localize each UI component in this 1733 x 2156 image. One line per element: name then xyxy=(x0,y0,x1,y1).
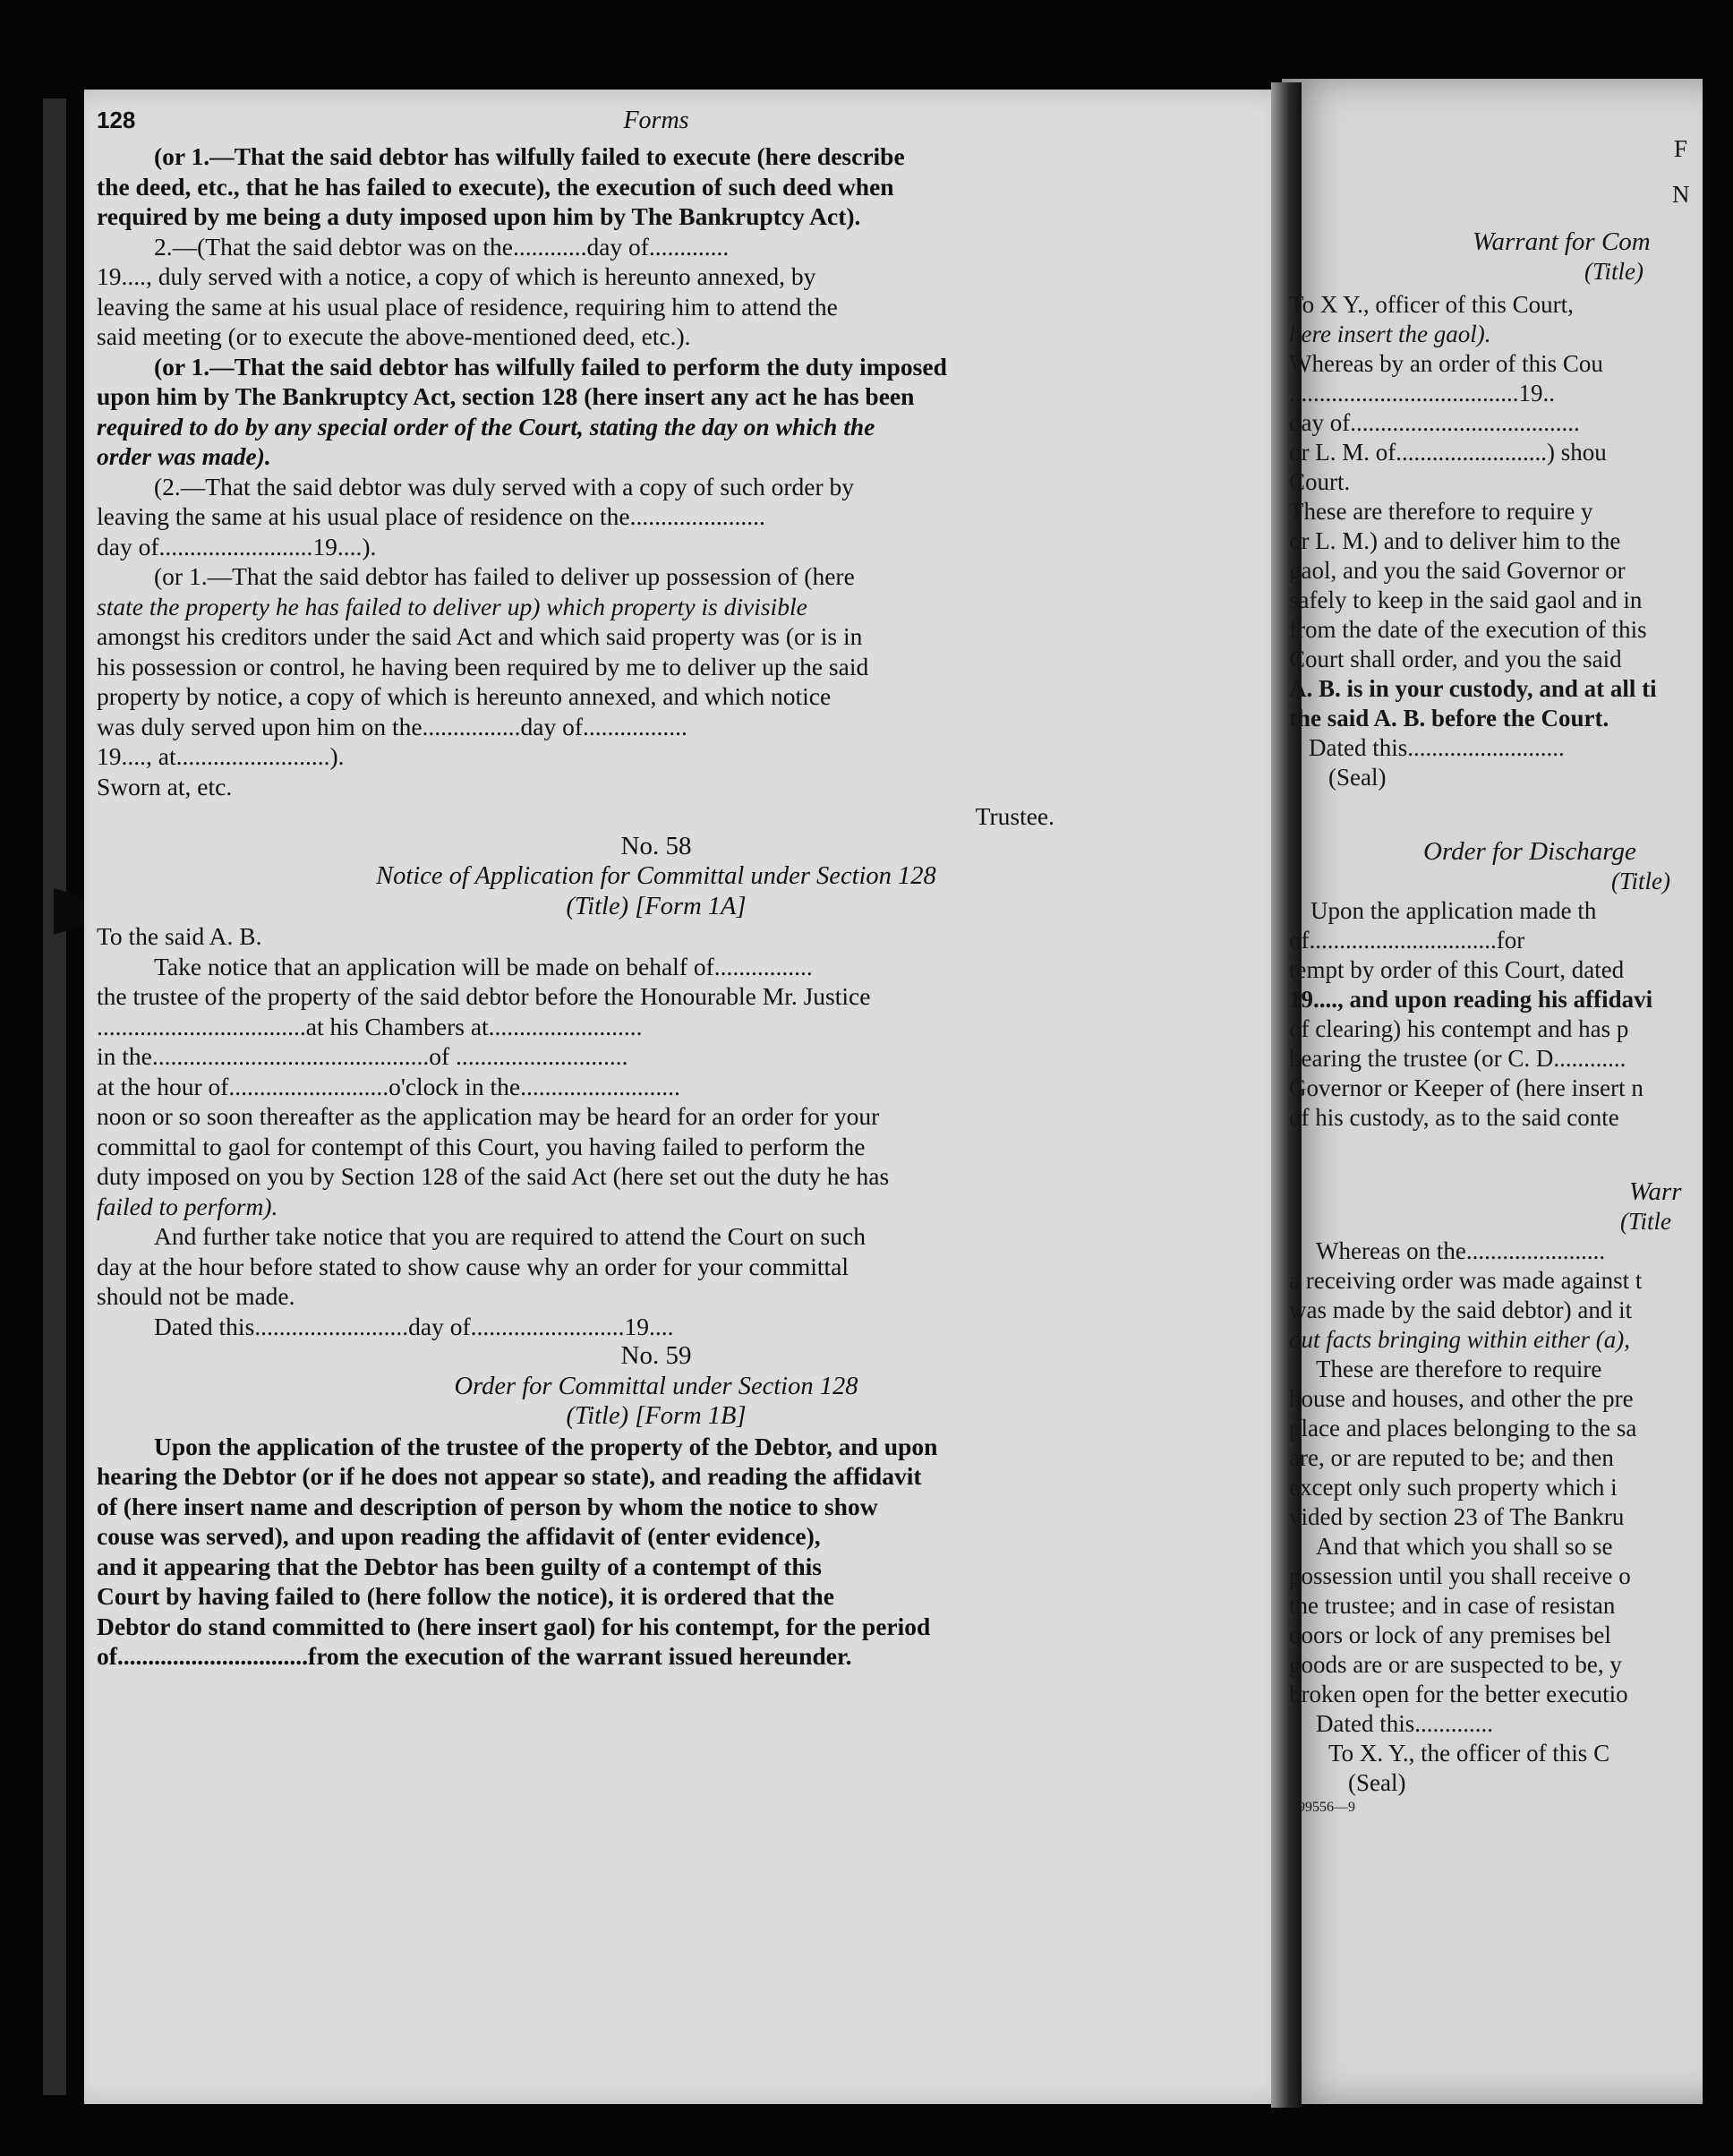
right-text-line: the said A. B. before the Court. xyxy=(1289,705,1609,732)
text-line: amongst his creditors under the said Act and which said property was (or is in xyxy=(97,622,863,650)
text-line: Debtor do stand committed to (here insert gaol) for his contempt, for the period xyxy=(97,1612,931,1640)
text-line: order was made). xyxy=(97,442,271,470)
text-line: was duly served upon him on the................day of................. xyxy=(97,712,687,740)
form-59-title: Order for Committal under Section 128 xyxy=(454,1372,858,1400)
right-text-line: (Seal) xyxy=(1348,1769,1406,1796)
right-text-line: Warrant for Com xyxy=(1473,227,1651,256)
text-line: leaving the same at his usual place of residence on the...................... xyxy=(97,502,765,530)
running-head: Forms xyxy=(623,107,689,134)
right-text-line: Governor or Keeper of (here insert n xyxy=(1289,1074,1643,1101)
form-59-number: No. 59 xyxy=(620,1341,692,1370)
right-text-line: Dated this............. xyxy=(1316,1710,1493,1737)
text-line: day at the hour before stated to show cause why an order for your committal xyxy=(97,1252,849,1280)
text-line: in the.............................................of ............................ xyxy=(97,1042,628,1070)
right-text-line: These are therefore to require xyxy=(1316,1356,1602,1382)
right-text-line: Whereas by an order of this Cou xyxy=(1289,350,1603,377)
text-line: Take notice that an application will be made on behalf of................ xyxy=(154,952,813,980)
signature-trustee: Trustee. xyxy=(975,802,1054,830)
form-59-tag: (Title) [Form 1B] xyxy=(566,1402,747,1430)
right-text-line: To X. Y., the officer of this C xyxy=(1328,1740,1610,1767)
right-text-line: or L. M. of.........................) shou xyxy=(1289,439,1607,466)
text-line: leaving the same at his usual place of residence, requiring him to attend the xyxy=(97,292,838,321)
right-text-line: To X Y., officer of this Court, xyxy=(1289,291,1574,318)
text-line: of...............................from the execution of the warrant issued hereunder. xyxy=(97,1642,852,1670)
right-text-line: (Title) xyxy=(1584,258,1643,285)
text-line: his possession or control, he having been required by me to deliver up the said xyxy=(97,652,869,680)
text-line: hearing the Debtor (or if he does not appear so state), and reading the affidavit xyxy=(97,1462,922,1490)
text-line: (or 1.—That the said debtor has failed to deliver up possession of (here xyxy=(154,562,855,590)
text-line: 2.—(That the said debtor was on the............day of............. xyxy=(154,232,730,261)
text-line: required by me being a duty imposed upon him by The Bankruptcy Act). xyxy=(97,202,861,230)
right-text-line: 19...., and upon reading his affidavi xyxy=(1289,986,1653,1013)
text-line: should not be made. xyxy=(97,1282,295,1310)
right-text-line: are, or are reputed to be; and then xyxy=(1289,1444,1614,1471)
right-text-line: Court. xyxy=(1289,468,1351,495)
right-text-line: the trustee; and in case of resistan xyxy=(1289,1592,1616,1619)
text-line: (or 1.—That the said debtor has wilfully failed to execute (here describe xyxy=(154,142,905,170)
text-line: (2.—That the said debtor was duly served with a copy of such order by xyxy=(154,472,855,500)
text-line: 19...., duly served with a notice, a copy of which is hereunto annexed, by xyxy=(97,262,816,290)
text-line: And further take notice that you are required to attend the Court on such xyxy=(154,1222,866,1250)
right-text-line: (Title xyxy=(1620,1208,1672,1235)
form-58-title: Notice of Application for Committal under Section 128 xyxy=(376,862,936,890)
right-text-line: 99556—9 xyxy=(1298,1800,1355,1815)
right-text-line: These are therefore to require y xyxy=(1289,498,1593,525)
text-line: couse was served), and upon reading the affidavit of (enter evidence), xyxy=(97,1522,821,1550)
right-text-line: vided by section 23 of The Bankru xyxy=(1289,1503,1625,1530)
text-line: at the hour of..........................o'clock in the.......................... xyxy=(97,1072,680,1100)
text-line: Dated this.........................day of.........................19.... xyxy=(154,1312,674,1340)
right-page-text xyxy=(1289,134,1710,1818)
right-text-line: Whereas on the....................... xyxy=(1316,1237,1606,1264)
right-text-line: possession until you shall receive o xyxy=(1289,1562,1631,1589)
right-text-line: day of...................................... xyxy=(1289,409,1580,436)
right-text-line: of his custody, as to the said conte xyxy=(1289,1104,1619,1131)
text-line: failed to perform). xyxy=(97,1192,278,1220)
right-text-line: of...............................for xyxy=(1289,927,1525,954)
text-line: 19...., at.........................). xyxy=(97,742,345,770)
right-text-line: A. B. is in your custody, and at all ti xyxy=(1289,675,1657,702)
right-text-line: except only such property which i xyxy=(1289,1474,1618,1501)
right-text-line: was made by the said debtor) and it xyxy=(1289,1296,1633,1323)
right-text-line: broken open for the better executio xyxy=(1289,1681,1628,1707)
right-text-line: house and houses, and other the pre xyxy=(1289,1385,1634,1412)
right-text-line: Order for Discharge xyxy=(1423,837,1636,866)
right-text-line: hearing the trustee (or C. D............ xyxy=(1289,1045,1626,1072)
form-58-address: To the said A. B. xyxy=(97,922,262,950)
text-line: the trustee of the property of the said debtor before the Honourable Mr. Justice xyxy=(97,982,871,1010)
right-text-line: gaol, and you the said Governor or xyxy=(1289,557,1626,584)
text-line: upon him by The Bankruptcy Act, section 128 (here insert any act he has been xyxy=(97,382,915,410)
right-text-line: (Seal) xyxy=(1328,764,1387,791)
right-text-line: Warr xyxy=(1629,1177,1682,1206)
text-line: of (here insert name and description of person by whom the notice to show xyxy=(97,1492,878,1520)
text-line: duty imposed on you by Section 128 of the said Act (here set out the duty he has xyxy=(97,1162,890,1190)
text-line: (or 1.—That the said debtor has wilfully failed to perform the duty imposed xyxy=(154,352,947,381)
left-page-text xyxy=(97,106,1216,1672)
right-text-line: place and places belonging to the sa xyxy=(1289,1415,1637,1442)
text-line: Upon the application of the trustee of the property of the Debtor, and upon xyxy=(154,1432,938,1460)
right-text-line: Dated this.......................... xyxy=(1309,734,1565,761)
text-line: Court by having failed to (here follow the notice), it is ordered that the xyxy=(97,1582,834,1610)
right-text-line: And that which you shall so se xyxy=(1316,1533,1613,1560)
text-line: noon or so soon thereafter as the application may be heard for an order for your xyxy=(97,1102,880,1130)
text-line: committal to gaol for contempt of this Court, you having failed to perform the xyxy=(97,1132,866,1160)
right-text-line: safely to keep in the said gaol and in xyxy=(1289,586,1643,613)
form-58-number: No. 58 xyxy=(620,831,692,860)
right-text-line: (Title) xyxy=(1611,868,1670,894)
page-number: 128 xyxy=(97,107,136,133)
right-text-line: ......................................19.. xyxy=(1289,380,1555,406)
right-text-line: of clearing) his contempt and has p xyxy=(1289,1015,1629,1042)
right-text-line: from the date of the execution of this xyxy=(1289,616,1647,643)
right-text-line: here insert the gaol). xyxy=(1289,321,1491,347)
text-line: required to do by any special order of the Court, stating the day on which the xyxy=(97,412,875,441)
right-text-line: or L. M.) and to deliver him to the xyxy=(1289,527,1621,554)
right-text-line: goods are or are suspected to be, y xyxy=(1289,1651,1622,1678)
book-binding xyxy=(43,98,66,2095)
right-text-line: Upon the application made th xyxy=(1310,897,1597,924)
right-text-line: F xyxy=(1674,135,1688,162)
right-text-line: tempt by order of this Court, dated xyxy=(1289,956,1625,983)
text-line: ..................................at his Chambers at......................... xyxy=(97,1012,643,1040)
text-line: state the property he has failed to deliver up) which property is divisible xyxy=(97,592,807,620)
form-58-tag: (Title) [Form 1A] xyxy=(566,892,747,920)
page-header xyxy=(97,106,1216,141)
text-line: and it appearing that the Debtor has been guilty of a contempt of this xyxy=(97,1552,823,1580)
right-text-line: doors or lock of any premises bel xyxy=(1289,1621,1611,1648)
right-text-line: Court shall order, and you the said xyxy=(1289,646,1622,672)
text-line: the deed, etc., that he has failed to execute), the execution of such deed when xyxy=(97,172,894,201)
right-text-line: out facts bringing within either (a), xyxy=(1289,1326,1630,1353)
sworn-line: Sworn at, etc. xyxy=(97,772,233,800)
text-line: day of.........................19....). xyxy=(97,532,377,560)
right-text-line: N xyxy=(1672,181,1690,208)
right-text-line: a receiving order was made against t xyxy=(1289,1267,1643,1294)
text-line: said meeting (or to execute the above-mentioned deed, etc.). xyxy=(97,322,691,350)
text-line: property by notice, a copy of which is hereunto annexed, and which notice xyxy=(97,682,832,710)
